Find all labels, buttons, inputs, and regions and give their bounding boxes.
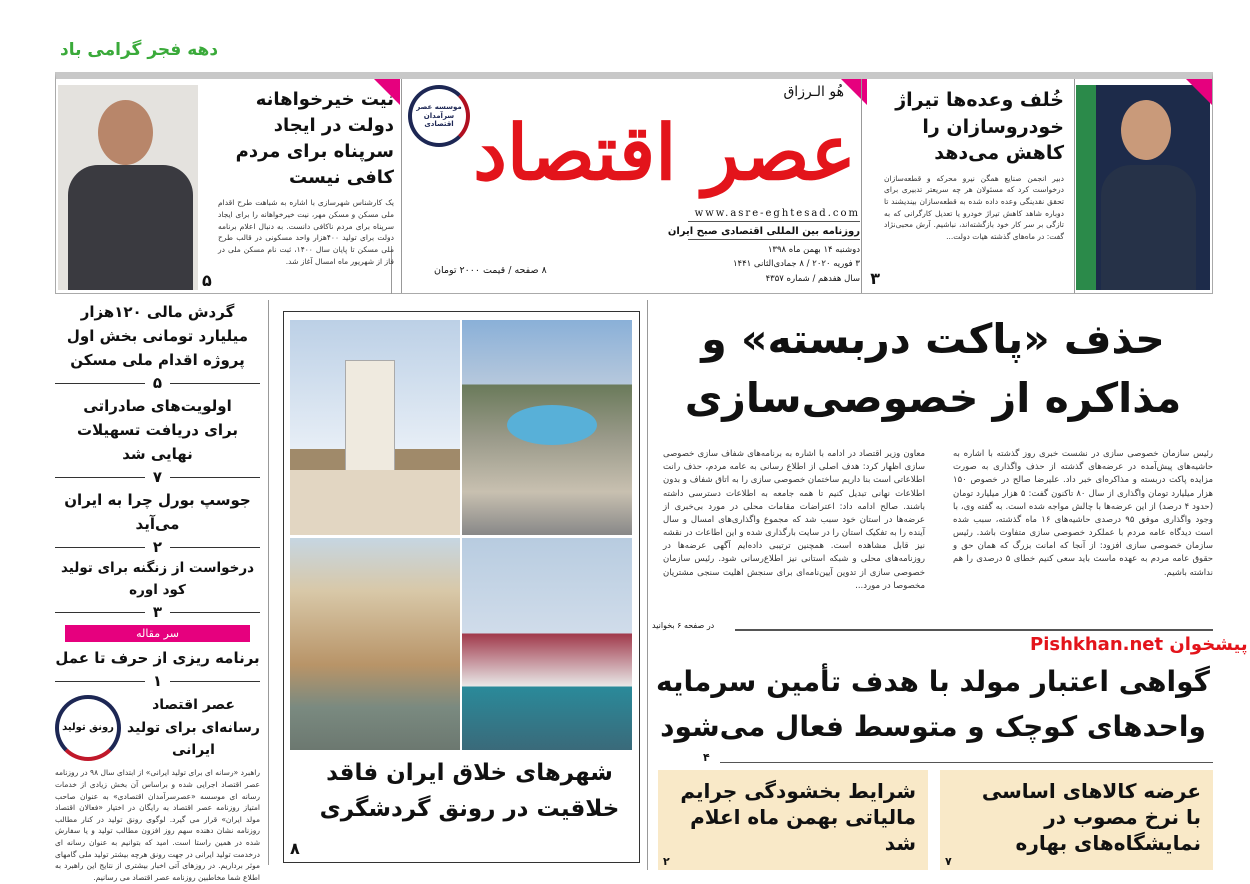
editorial-title[interactable]: برنامه ریزی از حرف تا عمل: [55, 649, 260, 668]
left-story[interactable]: [218, 87, 394, 267]
media-body: راهبرد «رسانه ای برای تولید ایرانی» از ابتدای سال ۹۸ در روزنامه عصر اقتصاد اجرایی شده و براساس آن بخش زیادی از خدمات رسانه ای موسسه «عصرسرآمدان اقتصادی» به عنوان صاحب امتیاز روزنامه عصر اقتصاد به رایگان در اختیار «فعالان اقتصاد مولد ایران» قرار می گیرد. لوگوی رونق تولید در کنار مطالب روزنامه نشان دهنده سهم روز افزون مطالب تولید و یا سفارش شده در همین راستا است. امید که بتوانیم به عنوان رسانه ای درخدمت تولید ایرانی در جهت رونق هرچه بیشتر تولید ملی گامهای موثر برداریم. در روزهای آتی اخبار بیشتری از نتایج این راهبرد به اطلاع شما مخاطبین روزنامه عصر اقتصاد می رسانیم.: [55, 768, 260, 882]
left-story-body: یک کارشناس شهرسازی با اشاره به شباهت طرح اقدام ملی مسکن و مسکن مهر، نیت خیرخواهانه را برای ایجاد سرپناه برای مردم ناکافی دانست. به دنبال اعلام برنامه دولت برای تولید ۴۰۰هزار واحد مسکونی در قالب طرح ملی مسکن تا پایان سال ۱۴۰۰، ثبت نام مسکن ملی در فاز از شهریور ماه امسال آغاز شد.: [218, 198, 395, 266]
issue-number: سال هفدهم / شماره ۴۳۵۷: [765, 273, 860, 284]
right-story[interactable]: [884, 87, 1064, 243]
sidebar: [55, 300, 260, 884]
institute-logo-text: موسسه عصر سرآمدان اقتصادی: [416, 103, 462, 129]
photo-story-title[interactable]: شهرهای خلاق ایران فاقد خلاقیت در رونق گردشگری: [319, 760, 620, 822]
box-story-page: ۷: [945, 855, 952, 868]
watermark: پیشخوان Pishkhan.net: [1030, 634, 1248, 655]
website: www.asre-eghtesad.com: [694, 208, 860, 219]
sidebar-item-page: ۷: [55, 468, 260, 486]
editorial-label: سر مقاله: [65, 625, 250, 642]
production-logo: [55, 695, 121, 761]
box-story[interactable]: [658, 770, 928, 870]
photo-story-page: ۸: [290, 839, 300, 858]
editorial-page: ۱: [55, 672, 260, 690]
continued-note[interactable]: در صفحه ۶ بخوانید: [652, 621, 715, 630]
right-story-body: دبیر انجمن صنایع همگن نیرو محرکه و قطعه‌سازان درخواست کرد که مسئولان هر چه سریعتر تدبیری برای تحقق نقدینگی وعده داده شده به قطعه‌سازان بیندیشند تا دوباره شاهد کاهش تیراژ خودرو یا تعدیل کارگرانی که به تازگی بر سر کار خود بازگشته‌اند، نباشیم. آرش محبی‌نژاد گفت: در ماه‌های گذشته هیات دولت...: [884, 173, 1064, 241]
box-story-title[interactable]: عرضه کالاهای اساسی با نرخ مصوب در نمایشگاه‌های بهاره: [981, 779, 1201, 855]
right-story-title[interactable]: خُلف وعده‌ها تیراژ خودروسازان را کاهش می‌دهد: [895, 89, 1064, 165]
date-other: ۳ فوریه ۲۰۲۰ / ۸ جمادی‌الثانی ۱۴۴۱: [732, 259, 860, 270]
box-story-page: ۲: [663, 855, 670, 868]
sidebar-item[interactable]: جوسپ بورل چرا به ایران می‌آید: [64, 491, 251, 533]
clock-tower-photo: [290, 320, 460, 535]
motto: هُو الـرزاق: [783, 84, 844, 100]
second-headline[interactable]: گواهی اعتبار مولد با هدف تأمین سرمایه واحدهای کوچک و متوسط فعال می‌شود: [656, 665, 1210, 743]
sidebar-item[interactable]: گردش مالی ۱۲۰هزار میلیارد تومانی بخش اول پروژه اقدام ملی مسکن: [66, 303, 249, 369]
main-body-col-left: معاون وزیر اقتصاد در ادامه با اشاره به برنامه‌های شفاف سازی خصوصی سازی اظهار کرد: هدف اصلی از اطلاع رسانی به عامه مردم، حذف رانت اطلاعاتی است بنا داریم ساختمان خصوصی سازی را به اتاق شفاف و بدون اطلاعات نهانی تبدیل کنیم تا همه جامعه به اطلاعات دسترسی داشته باشند. صالح ادامه داد: اعتراضات مقامات محلی در مورد بی‌خبری از عرضه‌ها در استان خود سبب شد که مجموع واگذاری‌های امسال و سال آینده را به تفکیک استان را در سایت بارگذاری شده و این اطاعات در نقشه نیز قابل مشاهده است. همچنین ترتیبی داده‌ایم آگهی عرضه‌ها در روزنامه‌های محلی و شبکه استانی نیز اطلاع‌رسانی شود. رئیس سازمان خصوصی سازی از تدوین آیین‌نامه‌ای برای سنجش اهلیت سنجی مشتریان مخصوصا در مورد...: [663, 449, 925, 591]
bridge-photo: [290, 538, 460, 750]
second-page: ۴: [703, 751, 710, 764]
institute-logo: [408, 85, 470, 147]
media-title[interactable]: عصر اقتصاد رسانه‌ای برای تولید ایرانی: [127, 697, 260, 758]
box-story[interactable]: [940, 770, 1213, 870]
left-story-title[interactable]: نیت خیرخواهانه دولت در ایجاد سرپناه برای مردم کافی نیست: [235, 89, 394, 189]
sidebar-item-page: ۲: [55, 538, 260, 556]
left-story-photo: [58, 85, 198, 290]
sidebar-item-page: ۳: [55, 603, 260, 621]
slogan: دهه فجر گرامی باد: [60, 40, 219, 60]
newspaper-logo: عصر اقتصاد: [473, 108, 856, 197]
sidebar-item[interactable]: درخواست از زنگنه برای تولید کود اوره: [60, 560, 255, 598]
sidebar-item-page: ۵: [55, 374, 260, 392]
price: ۸ صفحه / قیمت ۲۰۰۰ تومان: [434, 265, 547, 276]
main-body-col-right: رئیس سازمان خصوصی سازی در نشست خبری روز گذشته با اشاره به حاشیه‌های پیش‌آمده در عرضه‌های گذشته از حذف واگذاری به صورت مزایده پاکت دربسته و مذاکره‌ای خبر داد. علیرضا صالح در خصوص ۱۵۰ هزار میلیارد تومان واگذاری از سال ۸۰ تاکنون گفت: ۵ هزار میلیارد تومان (حدود ۴ درصد) از این عرضه‌ها با چالش مواجه شده است. به گفته وی، با وجود واگذاری موفق ۹۵ درصدی حاشیه‌های ۱۶ ماه گذشته، سبب شده است دیدگاه عامه مردم با عملکرد خصوصی سازی متفاوت باشد. رئیس سازمان خصوصی سازی افزود: از آنجا که امانت بزرگ که همان حق و حقوق عامه مردم به عهده ماست باید سعی کنیم خطای ۵ درصدی را هم نداشته باشیم.: [953, 449, 1214, 578]
ships-photo: [462, 538, 632, 750]
corner-marker: [1186, 79, 1212, 105]
box-story-title[interactable]: شرایط بخشودگی جرایم مالیاتی بهمن ماه اعلام شد: [680, 779, 916, 855]
city-square-photo: [462, 320, 632, 535]
photo-story[interactable]: [283, 311, 640, 863]
right-story-photo: [1076, 85, 1210, 290]
masthead: [55, 72, 1213, 294]
sidebar-item[interactable]: اولویت‌های صادراتی برای دریافت تسهیلات نهایی شد: [77, 397, 238, 463]
main-headline[interactable]: حذف «پاکت دربسته» و مذاکره از خصوصی‌سازی: [684, 315, 1182, 423]
date-persian: دوشنبه ۱۴ بهمن ماه ۱۳۹۸: [767, 245, 860, 255]
left-story-page: ۵: [202, 271, 212, 290]
tagline: روزنامه بین المللی اقتصادی صبح ایران: [688, 221, 860, 238]
right-story-page: ۳: [870, 269, 880, 288]
production-logo-text: رونق تولید: [62, 722, 114, 734]
